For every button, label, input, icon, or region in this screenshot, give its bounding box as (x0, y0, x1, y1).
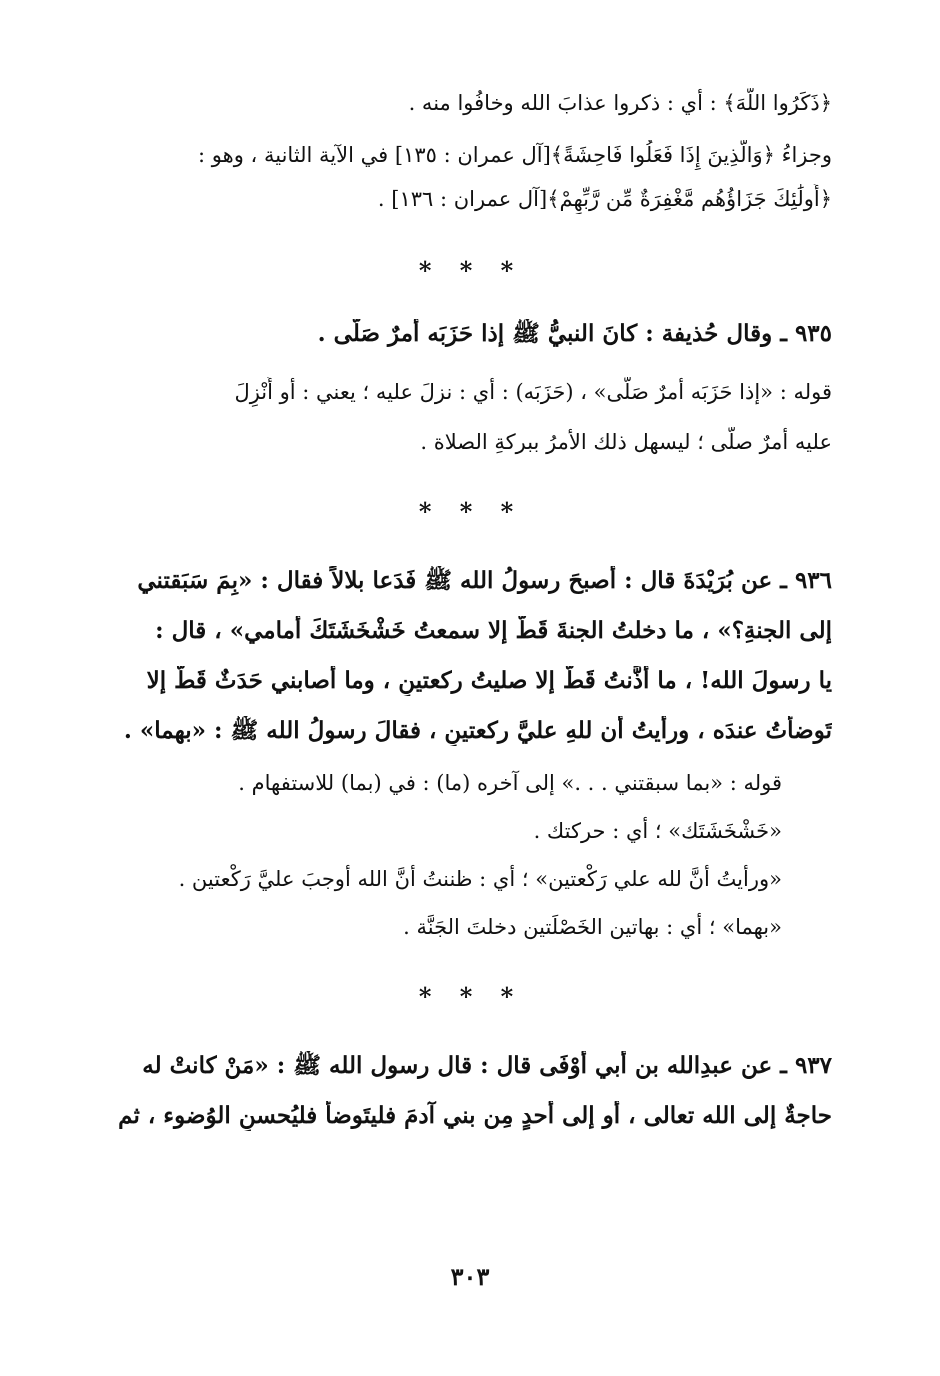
hadith-936-line-4: تَوضأتُ عندَه ، ورأيتُ أن للهِ عليَّ ركعتينِ ، فقالَ رسولُ الله ﷺ : «بهما» . (123, 717, 832, 744)
hadith-935-commentary-line-2: عليه أمرٌ صلَّى ؛ ليسهل ذلك الأمرُ ببركةِ الصلاة . (420, 430, 832, 454)
hadith-937 (110, 1051, 832, 1131)
commentary-block (110, 88, 832, 214)
hadith-936-line-2: إلى الجنةِ؟» ، ما دخلتُ الجنةَ قَطُّ إلا سمعتُ خَشْخَشَتَكَ أَمامي» ، قال : (155, 617, 832, 644)
section-separator: * * * (418, 982, 524, 1011)
hadith-936-note-4: «بهما» ؛ أي : بهاتين الخَصْلَتين دخلتَ الجَنَّة . (403, 915, 782, 939)
hadith-935-text: ٩٣٥ ـ وقال حُذيفة : كانَ النبيُّ ﷺ إذا حَزَبَه أمرٌ صَلَّى . (317, 320, 832, 347)
hadith-935 (110, 319, 832, 457)
hadith-936-note-3: «ورأيتُ أنَّ لله علي رَكْعتين» ؛ أي : ظننتُ أنَّ الله أوجبَ عليَّ رَكْعتين . (178, 867, 782, 891)
hadith-937-line-1: ٩٣٧ ـ عن عبدِالله بن أبي أَوْفَى قال : قال رسول الله ﷺ : «مَنْ كانتْ له (142, 1052, 832, 1079)
page-number: ٣٠٣ (450, 1262, 490, 1291)
hadith-936-note-1: قوله : «بما سبقتني . . .» إلى آخره (ما) : في (بما) للاستفهام . (238, 771, 782, 795)
commentary-line-3: ﴿أُولَٰئِكَ جَزَاؤُهُم مَّغْفِرَةٌ مِّن رَّبِّهِمْ﴾[آل عمران : ١٣٦] . (377, 187, 832, 211)
section-separator: * * * (418, 497, 524, 526)
commentary-line-2: وجزاءُ ﴿وَالَّذِينَ إِذَا فَعَلُوا فَاحِشَةً﴾[آل عمران : ١٣٥] في الآية الثانية ، وهو : (198, 143, 832, 167)
hadith-937-line-2: حاجةٌ إلى الله تعالى ، أو إلى أحدٍ مِن بني آدمَ فليتَوضأ فليُحسنِ الوُضوء ، ثم (118, 1102, 832, 1129)
hadith-936-line-3: يا رسولَ الله! ، ما أَذَّنتُ قَطُّ إلا صليتُ ركعتينِ ، وما أَصابني حَدَثٌ قَطُّ إلا (146, 667, 832, 694)
hadith-936-note-2: «خَشْخَشَتَك» ؛ أي : حركتك . (533, 819, 782, 843)
page-content (110, 82, 832, 1131)
commentary-line-1: ﴿ذَكَرُوا اللَّهَ﴾ : أي : ذكروا عذابَ الله وخافُوا منه . (408, 91, 832, 115)
hadith-935-commentary-line-1: قوله : «إذا حَزَبَه أمرٌ صَلَّى» ، (حَزَبَه) : أي : نزلَ عليه ؛ يعني : أو أُنْزِلَ (234, 380, 832, 404)
hadith-936 (110, 566, 832, 942)
hadith-936-line-1: ٩٣٦ ـ عن بُرَيْدَةَ قال : أصبحَ رسولُ الله ﷺ فَدَعا بلالاً فقال : «بِمَ سَبَقتني (137, 567, 832, 594)
section-separator: * * * (418, 256, 524, 285)
